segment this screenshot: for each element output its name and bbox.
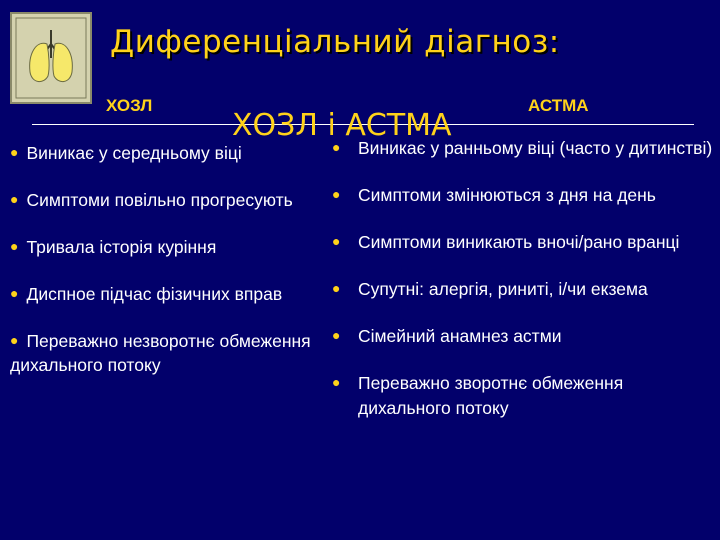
list-item: [10, 187, 320, 212]
list-item-text: Переважно зворотнє обмеження дихального потоку: [358, 373, 624, 418]
list-item: [330, 230, 716, 255]
list-item: [330, 371, 716, 421]
list-item: [330, 277, 716, 302]
bullet-icon: ●: [332, 139, 341, 155]
list-item-text: Симптоми виникають вночі/рано вранці: [358, 232, 680, 252]
list-item-text: Виникає у середньому віці: [26, 143, 242, 163]
list-item: [10, 328, 320, 377]
list-item: [330, 324, 716, 349]
column-header-copd: ХОЗЛ: [106, 96, 153, 115]
list-item-text: Симптоми повільно прогресують: [26, 190, 293, 210]
bullet-icon: ●: [10, 332, 19, 348]
list-item-text: Диспное підчас фізичних вправ: [26, 284, 283, 304]
list-item-text: Тривала історія куріння: [26, 237, 217, 257]
list-item-text: Симптоми змінюються з дня на день: [358, 185, 656, 205]
lungs-logo-icon: [12, 14, 90, 102]
bullet-icon: ●: [332, 186, 341, 202]
list-item-text: Переважно незворотнє обмеження дихального потоку: [10, 331, 311, 375]
list-item-text: Супутні: алергія, риниті, і/чи екзема: [358, 279, 648, 299]
asthma-list: [330, 136, 716, 443]
copd-list: [10, 140, 320, 399]
bullet-icon: ●: [332, 280, 341, 296]
bullet-icon: ●: [10, 285, 19, 301]
list-item: [10, 140, 320, 165]
list-item: [330, 136, 716, 161]
list-item-text: Виникає у ранньому віці (часто у дитинстві): [358, 138, 713, 158]
bullet-icon: ●: [332, 233, 341, 249]
column-header-asthma: АСТМА: [528, 96, 589, 115]
list-item-text: Сімейний анамнез астми: [358, 326, 562, 346]
bullet-icon: ●: [10, 238, 19, 254]
gold-logo: [10, 12, 92, 104]
list-item: [330, 183, 716, 208]
list-item: [10, 281, 320, 306]
list-item: [10, 234, 320, 259]
bullet-icon: ●: [332, 374, 341, 390]
bullet-icon: ●: [10, 144, 19, 160]
overlay-title: ХОЗЛ і АСТМА: [232, 108, 452, 143]
bullet-icon: ●: [332, 327, 341, 343]
slide-title: Диференціальний діагноз:: [110, 24, 560, 60]
bullet-icon: ●: [10, 191, 19, 207]
